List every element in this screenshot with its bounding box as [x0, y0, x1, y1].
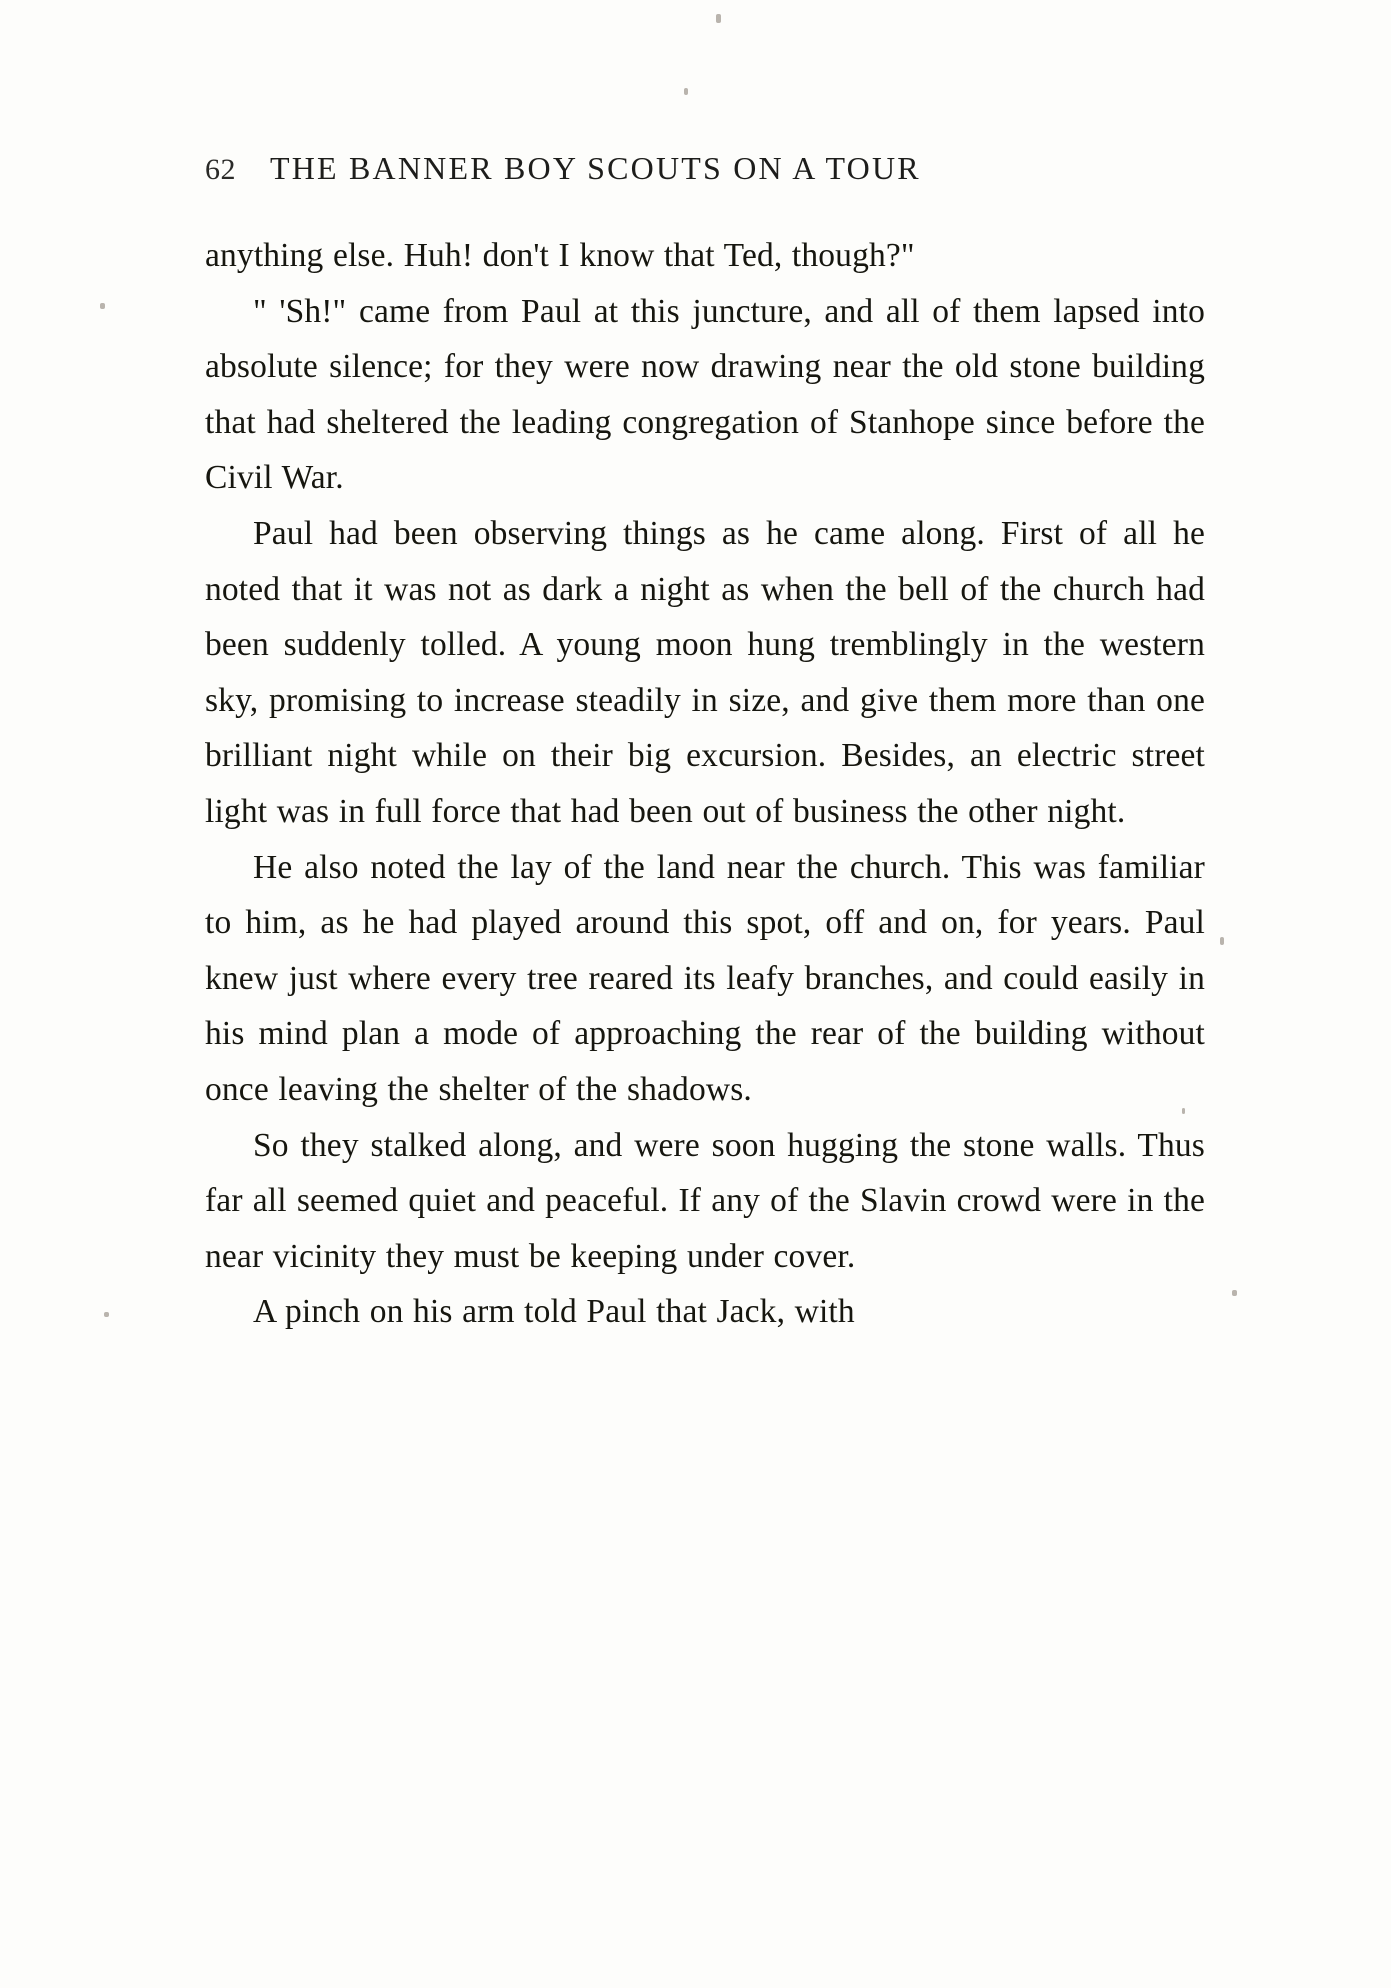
running-head-title: THE BANNER BOY SCOUTS ON A TOUR — [270, 150, 921, 186]
paragraph: anything else. Huh! don't I know that Ted, though?" — [205, 237, 915, 274]
scan-speck-icon — [1220, 937, 1224, 945]
scan-speck-icon — [1232, 1290, 1237, 1296]
scan-speck-icon — [100, 303, 105, 309]
scan-speck-icon — [716, 14, 721, 23]
scan-speck-icon — [104, 1312, 109, 1317]
scan-speck-icon — [684, 88, 688, 95]
paragraph: A pinch on his arm told Paul that Jack, with — [253, 1293, 855, 1331]
page-number: 62 — [205, 153, 236, 186]
paragraph: " 'Sh!" came from Paul at this juncture, and all of them lapsed into absolute silence; for they were now drawing near the old stone building that had sheltered the leading congregation of Stanhope since before the Civil War. — [205, 292, 1205, 497]
paragraph: So they stalked along, and were soon hugging the stone walls. Thus far all seemed quiet and peaceful. If any of the Slavin crowd were in the near vicinity they must be keeping under cover. — [205, 1126, 1205, 1275]
page-body-text — [205, 228, 1205, 1340]
paragraph: Paul had been observing things as he came along. First of all he noted that it was not as dark a night as when the bell of the church had been suddenly tolled. A young moon hung tremblingly in the western sky, promising to increase steadily in size, and give them more than one brilliant night while on their big excursion. Besides, an electric street light was in full force that had been out of business the other night. — [205, 514, 1205, 830]
page-header — [205, 150, 1205, 187]
paragraph: He also noted the lay of the land near the church. This was familiar to him, as he had played around this spot, off and on, for years. Paul knew just where every tree reared its leafy branches, and could easily in his mind plan a mode of approaching the rear of the building without once leaving the shelter of the shadows. — [205, 848, 1205, 1108]
